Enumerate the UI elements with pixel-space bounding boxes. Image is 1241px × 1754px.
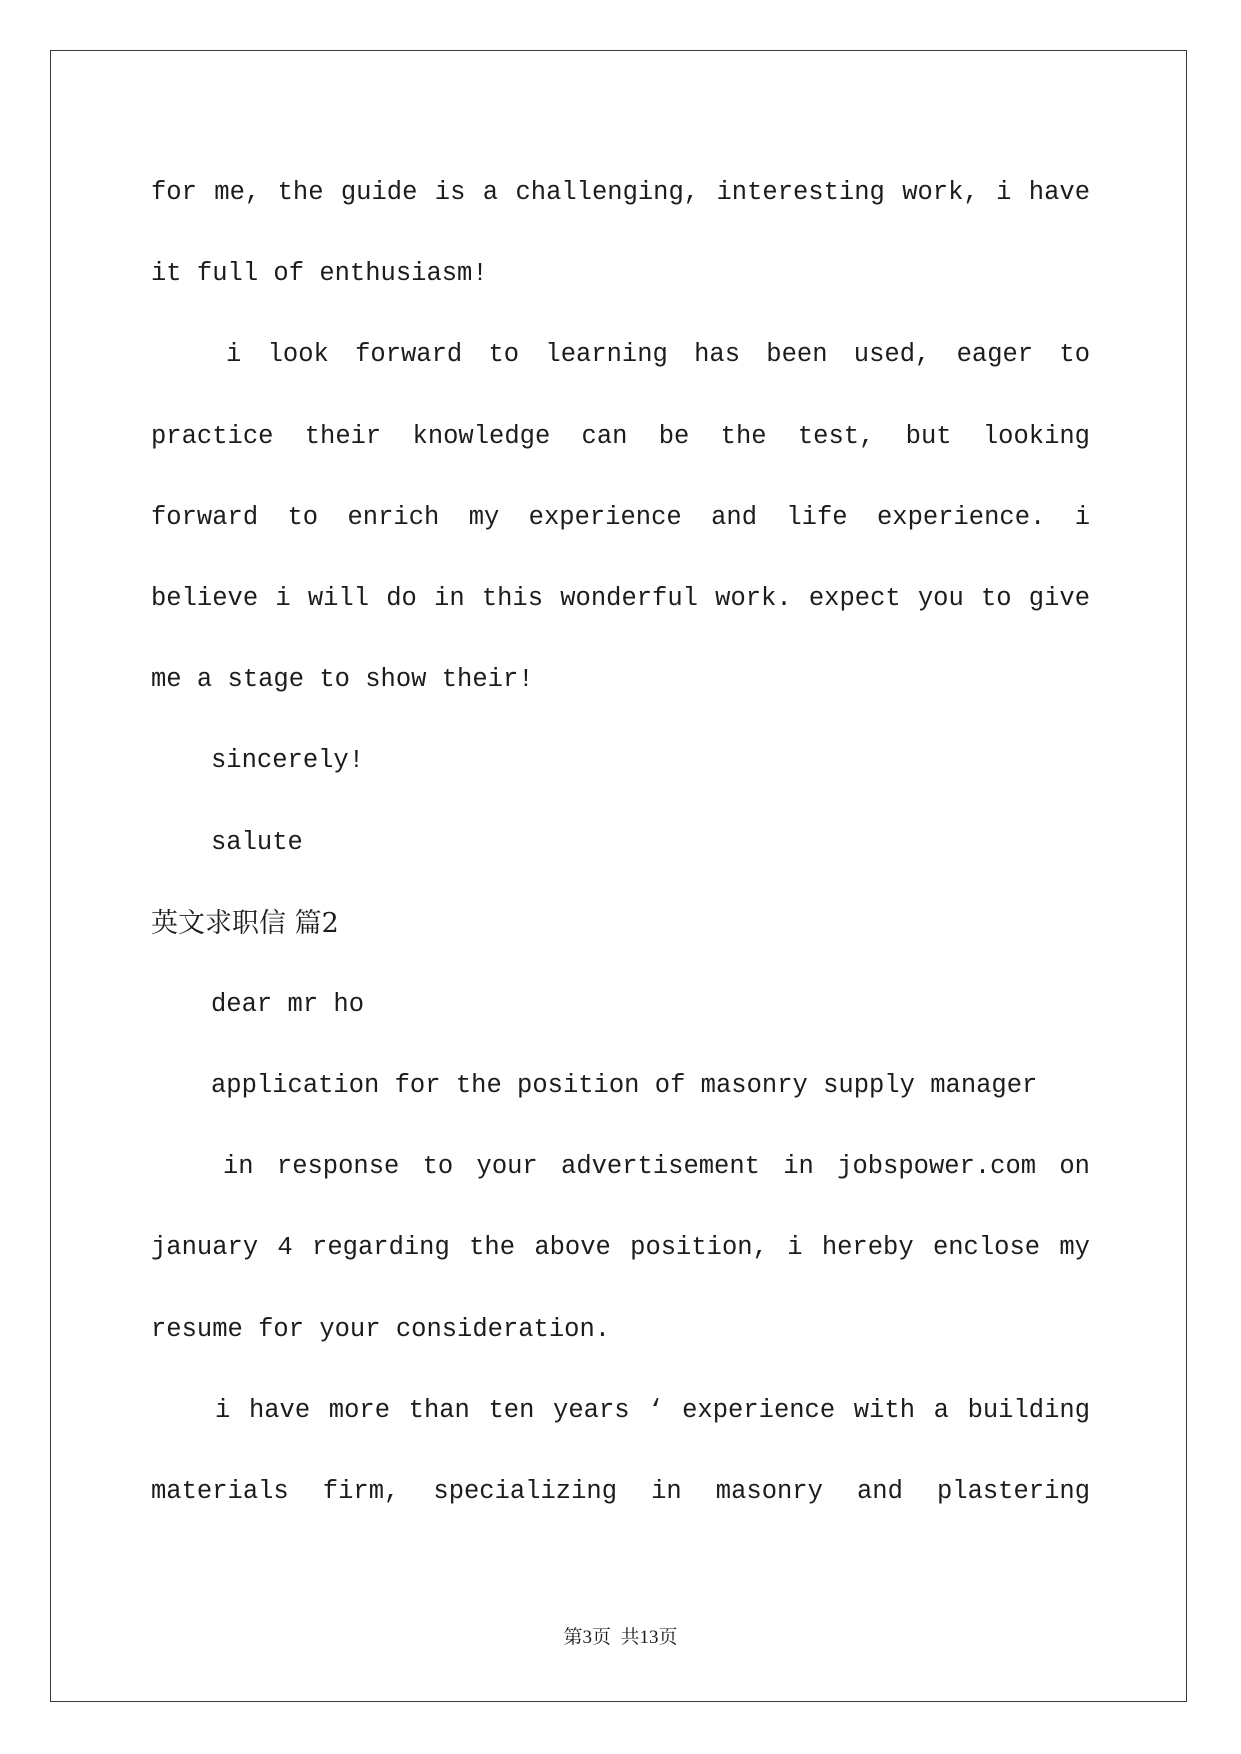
text-line: it full of enthusiasm! (151, 259, 488, 289)
document-body (151, 152, 1090, 1532)
paragraph-first-line: in response to your advertisement in jobspower.com on (223, 1152, 1090, 1182)
salutation: dear mr ho (211, 989, 365, 1019)
text-line: resume for your consideration. (151, 1314, 611, 1344)
closing-line: salute (211, 827, 303, 857)
paragraph-first-line: i look forward to learning has been used, eager to (226, 340, 1090, 370)
text-line: forward to enrich my experience and life experience. i (151, 502, 1090, 532)
text-line: practice their knowledge can be the test, but looking (151, 421, 1090, 451)
page-number-footer: 第3页 共13页 (563, 1627, 678, 1648)
section-heading: 英文求职信 篇2 (151, 907, 339, 939)
text-line: materials firm, specializing in masonry and plastering (151, 1477, 1090, 1506)
text-line: for me, the guide is a challenging, interesting work, i have (151, 178, 1090, 207)
subject-line: application for the position of masonry supply manager (211, 1071, 1038, 1101)
paragraph-first-line: i have more than ten years ‘ experience with a building (215, 1395, 1090, 1425)
text-line: january 4 regarding the above position, i hereby enclose my (151, 1233, 1090, 1263)
text-line: me a stage to show their! (151, 665, 534, 695)
text-line: believe i will do in this wonderful work. expect you to give (151, 583, 1090, 613)
closing-line: sincerely! (211, 746, 365, 776)
